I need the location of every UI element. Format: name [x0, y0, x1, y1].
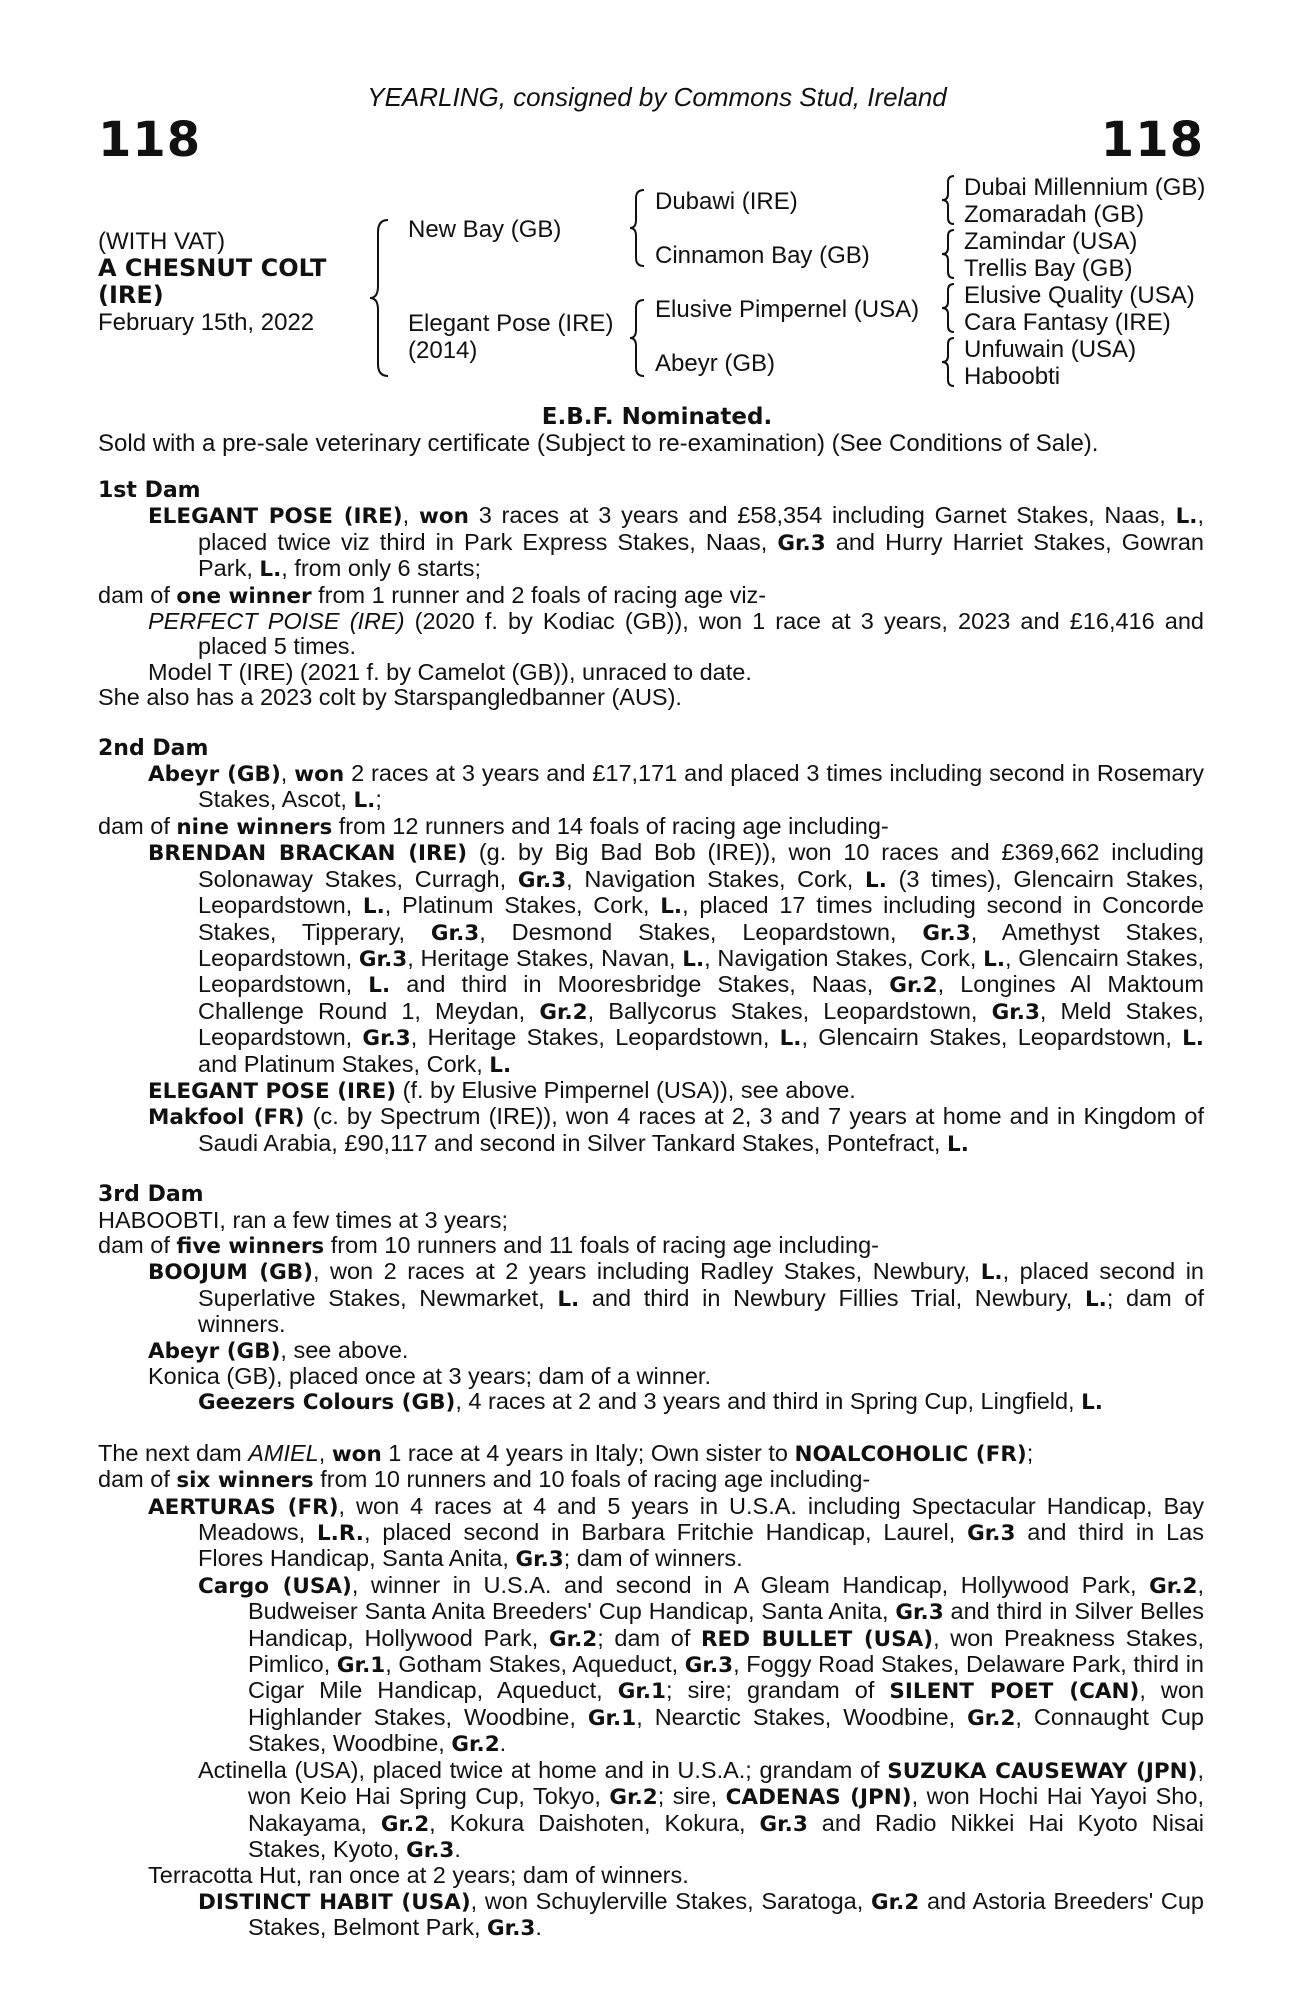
produce-distinct-habit: DISTINCT HABIT (USA), won Schuylerville Stakes, Saratoga, Gr.2 and Astoria Breeders' Cup Stakes, Belmont Park, Gr.3.	[198, 1887, 1205, 1942]
pedigree-sss: Dubai Millennium (GB)	[964, 174, 1206, 201]
second-dam-produce: dam of nine winners from 12 runners and 14 foals of racing age including-	[98, 812, 889, 840]
pedigree-dsd: Cara Fantasy (IRE)	[964, 309, 1171, 336]
produce-cargo: Cargo (USA), winner in U.S.A. and second in A Gleam Handicap, Hollywood Park, Gr.2, Budweiser Santa Anita Breeders' Cup Handicap, Santa Anita, Gr.3 and third in Silver Belles Handicap, Hollywood Park, Gr.2; dam of RED BULLET (USA), won Preakness Stakes, Pimlico, Gr.1, Gotham Stakes, Aqueduct, Gr.3, Foggy Road Stakes, Delaware Park, third in Cigar Mile Handicap, Aqueduct, Gr.1; sire; grandam of SILENT POET (CAN), won Highlander Stakes, Woodbine, Gr.1, Nearctic Stakes, Woodbine, Gr.2, Connaught Cup Stakes, Woodbine, Gr.2.	[198, 1571, 1205, 1758]
third-dam-produce: dam of five winners from 10 runners and 11 foals of racing age including-	[98, 1231, 879, 1259]
dam-year: (2014)	[408, 337, 478, 364]
foaling-date: February 15th, 2022	[98, 309, 315, 336]
produce-abeyr: Abeyr (GB), see above.	[148, 1336, 409, 1364]
pedigree-ddd: Haboobti	[964, 363, 1061, 390]
pedigree-ssd: Zomaradah (GB)	[964, 201, 1145, 228]
produce-makfool: Makfool (FR) (c. by Spectrum (IRE)), won 4 races at 2, 3 and 7 years at home and in Kingdom of Saudi Arabia, £90,117 and second in Silver Tankard Stakes, Pontefract, L.	[148, 1103, 1204, 1157]
first-dam-produce: dam of one winner from 1 runner and 2 foals of racing age viz-	[98, 581, 767, 609]
dam: Elegant Pose (IRE)	[408, 310, 614, 337]
pedigree-sds: Zamindar (USA)	[964, 228, 1138, 255]
vat-note: (WITH VAT)	[98, 228, 226, 255]
produce-actinella: Actinella (USA), placed twice at home and in U.S.A.; grandam of SUZUKA CAUSEWAY (JPN), won Keio Hai Spring Cup, Tokyo, Gr.2; sire, CADENAS (JPN), won Hochi Hai Yayoi Sho, Nakayama, Gr.2, Kokura Daishoten, Kokura, Gr.3 and Radio Nikkei Hai Kyoto Nisai Stakes, Kyoto, Gr.3.	[198, 1756, 1204, 1863]
first-dam-record: ELEGANT POSE (IRE), won 3 races at 3 years and £58,354 including Garnet Stakes, Naas, L., placed twice viz third in Park Express Stakes, Naas, Gr.3 and Hurry Harriet Stakes, Gowran Park, L., from only 6 starts;	[148, 502, 1204, 583]
lot-number-left: 118	[98, 112, 202, 168]
horse-origin: (IRE)	[98, 281, 164, 309]
next-dam-produce: dam of six winners from 10 runners and 10 foals of racing age including-	[98, 1466, 871, 1494]
consignor-line: YEARLING, consigned by Commons Stud, Ireland	[367, 82, 947, 112]
second-dam-record: Abeyr (GB), won 2 races at 3 years and £17,171 and placed 3 times including second in Rosemary Stakes, Ascot, L.;	[148, 760, 1205, 814]
third-dam-record: HABOOBTI, ran a few times at 3 years;	[98, 1206, 509, 1233]
pedigree-brace-sd	[940, 228, 958, 280]
produce-konica: Konica (GB), placed once at 3 years; dam of a winner.	[148, 1363, 711, 1389]
pedigree-brace-main	[368, 218, 392, 378]
dam-sire: Elusive Pimpernel (USA)	[655, 296, 920, 323]
produce-elegant-pose: ELEGANT POSE (IRE) (f. by Elusive Pimpernel (USA)), see above.	[148, 1076, 856, 1104]
third-dam-heading: 3rd Dam	[98, 1182, 204, 1208]
produce-terracotta-hut: Terracotta Hut, ran once at 2 years; dam of winners.	[148, 1862, 689, 1889]
ebf-nominated: E.B.F. Nominated.	[541, 404, 773, 430]
pedigree-brace-ds	[940, 282, 958, 334]
first-dam-heading: 1st Dam	[98, 478, 201, 503]
lot-number-right: 118	[1100, 112, 1204, 168]
horse-name: A CHESNUT COLT	[98, 254, 327, 282]
second-dam-heading: 2nd Dam	[98, 735, 209, 761]
pedigree-sdd: Trellis Bay (GB)	[964, 255, 1133, 282]
produce-boojum: BOOJUM (GB), won 2 races at 2 years including Radley Stakes, Newbury, L., placed second in Superlative Stakes, Newmarket, L. and third in Newbury Fillies Trial, Newbury, L.; dam of winners.	[148, 1258, 1205, 1338]
dam-dam: Abeyr (GB)	[655, 350, 776, 377]
vet-certificate-note: Sold with a pre-sale veterinary certificate (Subject to re-examination) (See Conditions of Sale).	[98, 430, 1099, 457]
pedigree-notes	[98, 478, 1204, 1942]
pedigree-dds: Unfuwain (USA)	[964, 336, 1137, 363]
produce-aerturas: AERTURAS (FR), won 4 races at 4 and 5 years in U.S.A. including Spectacular Handicap, Bay Meadows, L.R., placed second in Barbara Fritchie Handicap, Laurel, Gr.3 and third in Las Flores Handicap, Santa Anita, Gr.3; dam of winners.	[148, 1492, 1204, 1573]
horse-identity	[98, 228, 326, 336]
sire-sire: Dubawi (IRE)	[655, 188, 798, 215]
sire-dam: Cinnamon Bay (GB)	[655, 242, 870, 269]
pedigree-brace-ss	[940, 174, 958, 226]
produce-geezers-colours: Geezers Colours (GB), 4 races at 2 and 3 years and third in Spring Cup, Lingfield, L.	[198, 1388, 1103, 1416]
pedigree-dss: Elusive Quality (USA)	[964, 282, 1195, 309]
next-dam-record: The next dam AMIEL, won 1 race at 4 years in Italy; Own sister to NOALCOHOLIC (FR);	[98, 1439, 1034, 1467]
produce-2023-colt: She also has a 2023 colt by Starspangledbanner (AUS).	[98, 684, 682, 711]
sire: New Bay (GB)	[408, 216, 562, 243]
pedigree-brace-dd	[940, 336, 958, 388]
produce-model-t: Model T (IRE) (2021 f. by Camelot (GB)), unraced to date.	[148, 658, 752, 685]
pedigree-brace-sire	[628, 188, 648, 268]
produce-brendan-brackan: BRENDAN BRACKAN (IRE) (g. by Big Bad Bob (IRE)), won 10 races and £369,662 including Solonaway Stakes, Curragh, Gr.3, Navigation Stakes, Cork, L. (3 times), Glencairn Stakes, Leopardstown, L., Platinum Stakes, Cork, L., placed 17 times including second in Concorde Stakes, Tipperary, Gr.3, Desmond Stakes, Leopardstown, Gr.3, Amethyst Stakes, Leopardstown, Gr.3, Heritage Stakes, Navan, L., Navigation Stakes, Cork, L., Glencairn Stakes, Leopardstown, L. and third in Mooresbridge Stakes, Naas, Gr.2, Longines Al Maktoum Challenge Round 1, Meydan, Gr.2, Ballycorus Stakes, Leopardstown, Gr.3, Meld Stakes, Leopardstown, Gr.3, Heritage Stakes, Leopardstown, L., Glencairn Stakes, Leopardstown, L. and Platinum Stakes, Cork, L.	[148, 839, 1204, 1078]
produce-perfect-poise: PERFECT POISE (IRE) (2020 f. by Kodiac (GB)), won 1 race at 3 years, 2023 and £16,416 and placed 5 times.	[148, 608, 1204, 660]
pedigree-brace-dam	[628, 298, 648, 378]
